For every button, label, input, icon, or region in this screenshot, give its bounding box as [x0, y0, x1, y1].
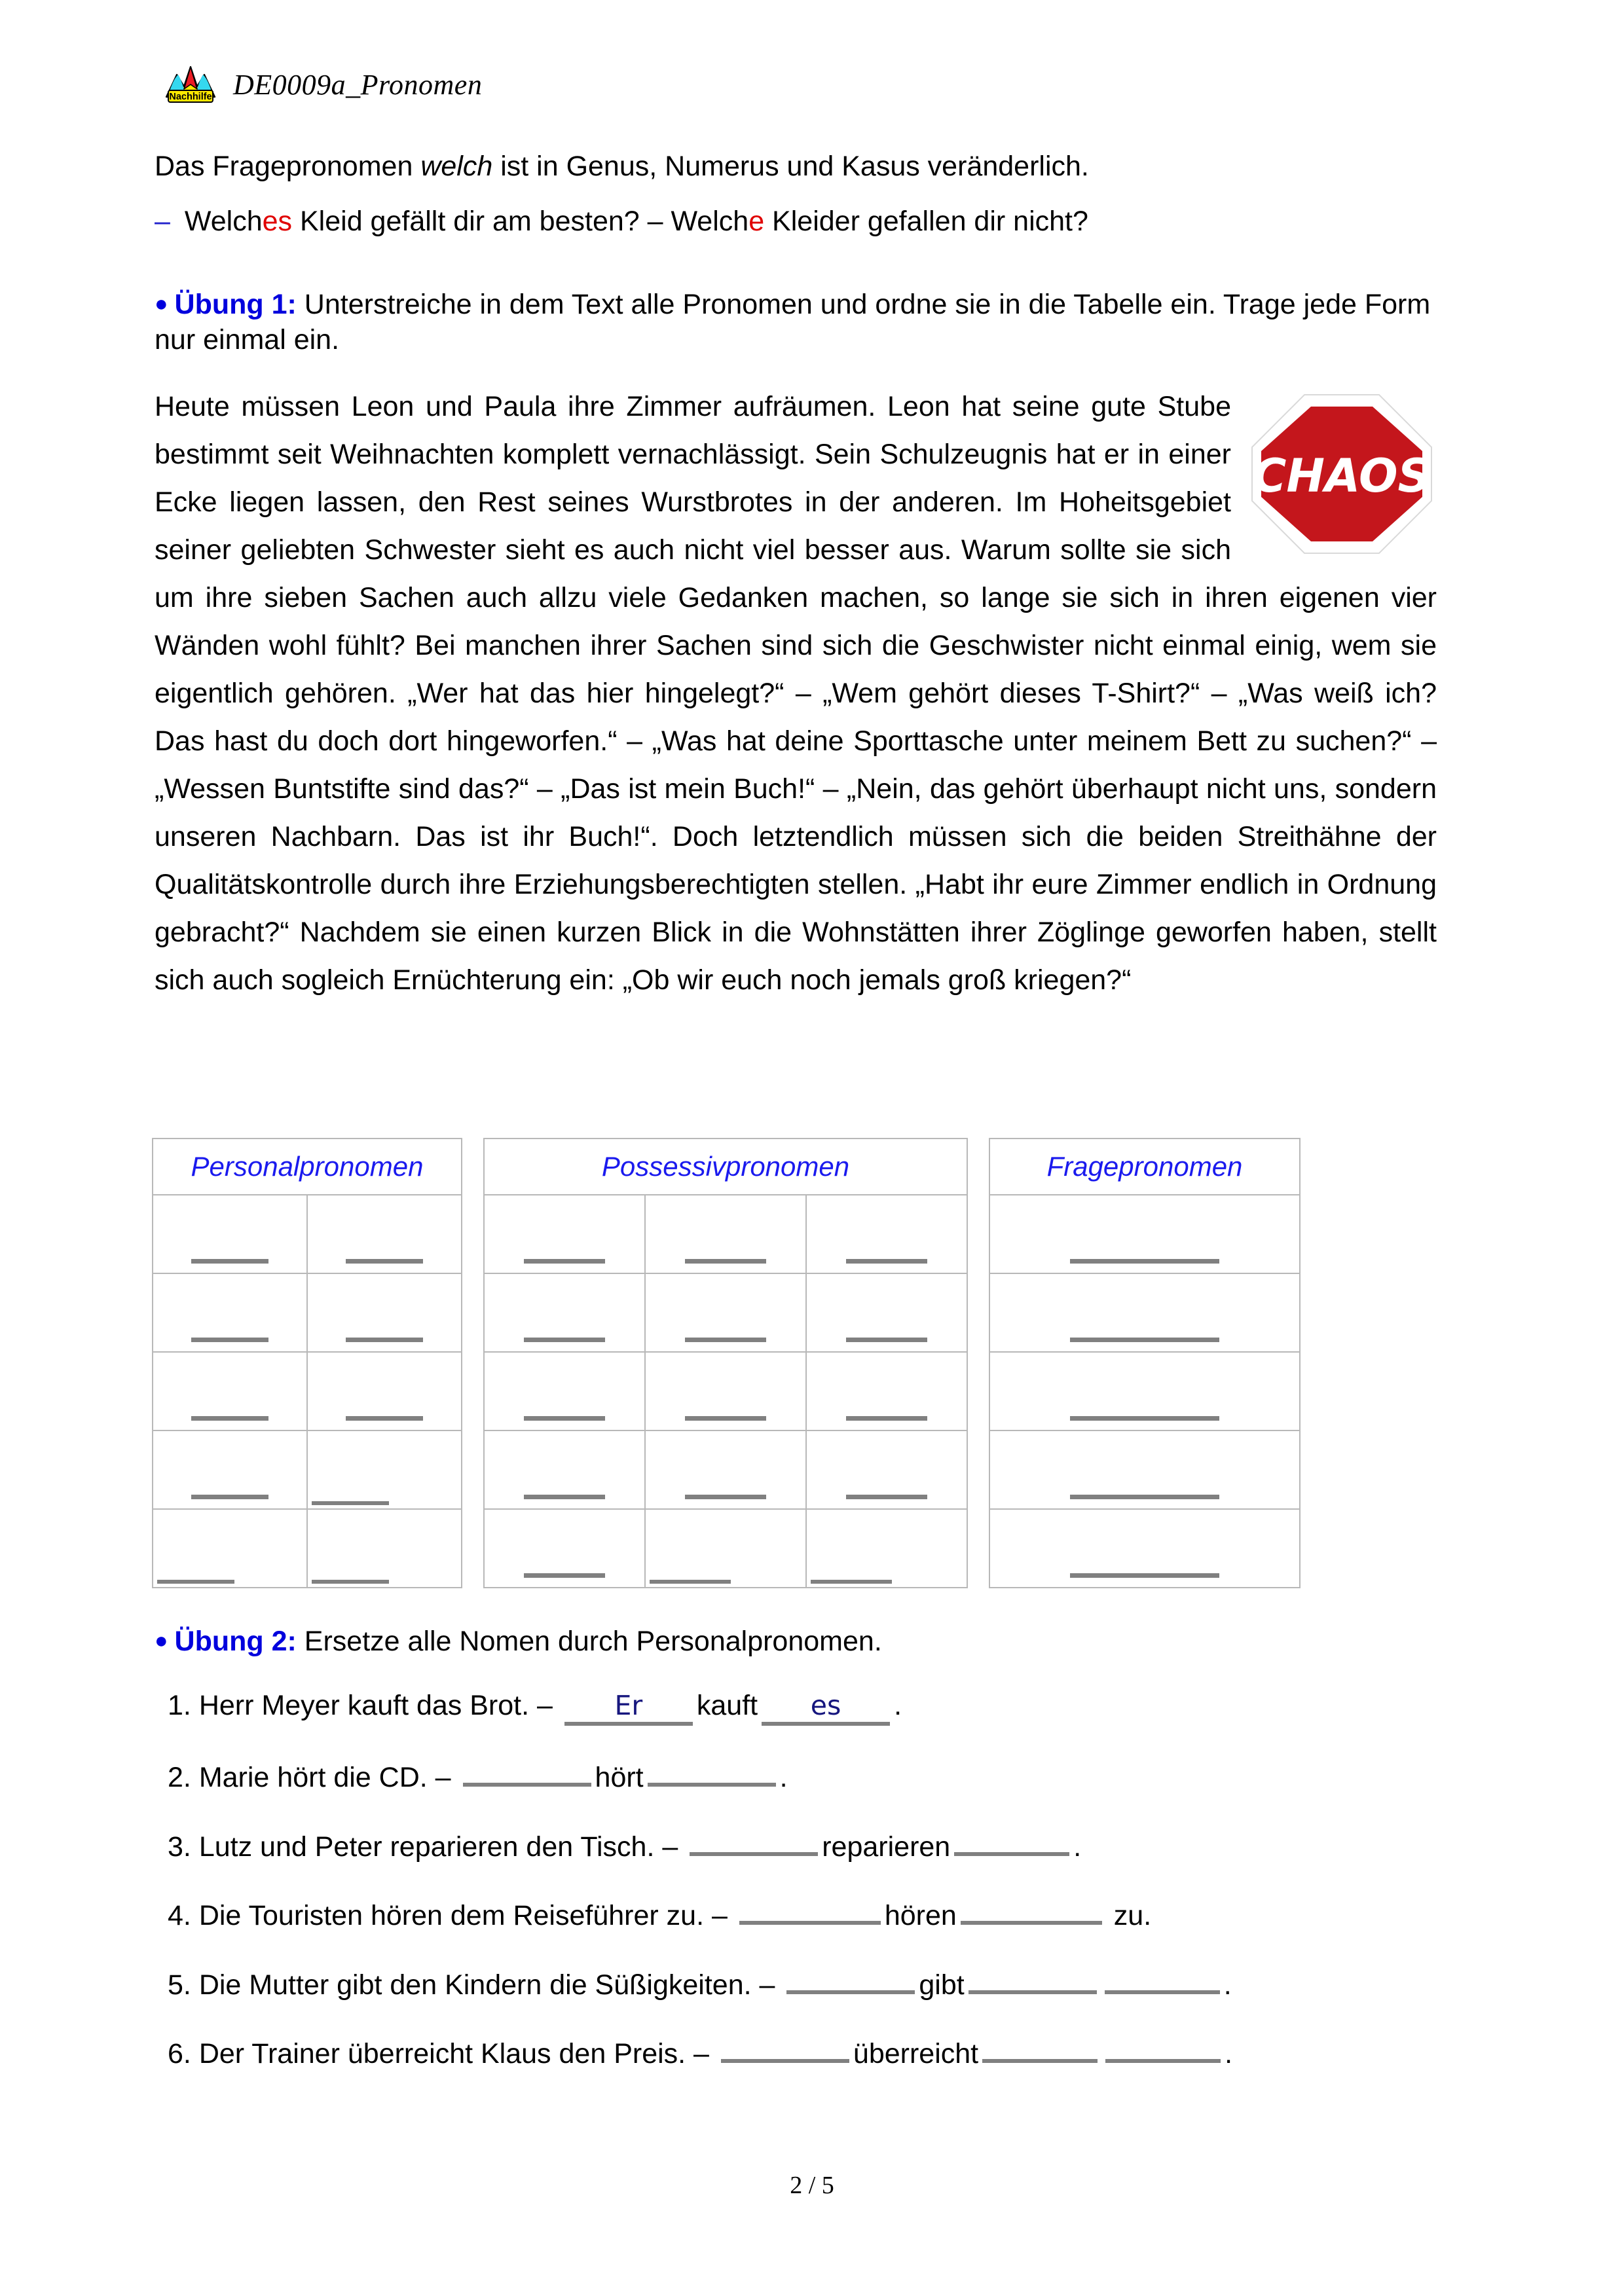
- fill-cell[interactable]: [645, 1273, 806, 1352]
- list-item: [168, 1761, 1451, 1795]
- item-end: .: [1225, 2038, 1233, 2070]
- item-number: 6.: [168, 2038, 191, 2070]
- item-number: 2.: [168, 1762, 191, 1793]
- dot-bullet-icon: ●: [155, 1628, 168, 1653]
- fill-line: [191, 1495, 268, 1499]
- item-sentence: Die Touristen hören dem Reiseführer zu. –: [198, 1900, 735, 1932]
- intro-before: Das Fragepronomen: [155, 151, 421, 182]
- item-end: zu.: [1105, 1900, 1152, 1932]
- exercise-2-label: Übung 2:: [174, 1626, 297, 1657]
- fill-cell[interactable]: [484, 1509, 645, 1588]
- item-number: 5.: [168, 1969, 191, 2001]
- item-end: .: [1073, 1831, 1082, 1863]
- logo-label: Nachhilfe: [169, 92, 212, 102]
- fill-line: [191, 1416, 268, 1421]
- fill-line: [346, 1416, 423, 1421]
- exercise-1-label: Übung 1:: [174, 289, 297, 320]
- table-row: [153, 1195, 462, 1273]
- dot-bullet-icon: ●: [155, 291, 168, 316]
- example-part2b: Kleider gefallen dir nicht?: [764, 206, 1088, 237]
- personalpronomen-body: [153, 1195, 462, 1588]
- fill-line: [685, 1338, 766, 1342]
- example-line: [155, 204, 1438, 240]
- intro-italic-word: welch: [420, 151, 493, 182]
- fragepronomen-table: [989, 1138, 1301, 1588]
- fill-cell[interactable]: [307, 1430, 462, 1509]
- fill-line: [524, 1259, 605, 1264]
- possessivpronomen-table: [483, 1138, 968, 1588]
- table-row: [484, 1273, 967, 1352]
- table-row: [153, 1352, 462, 1430]
- fill-cell[interactable]: [153, 1509, 307, 1588]
- table-row: [484, 1195, 967, 1273]
- personalpronomen-header: Personalpronomen: [153, 1139, 462, 1195]
- table-row: [989, 1352, 1300, 1430]
- fill-cell[interactable]: [307, 1352, 462, 1430]
- answer-blank[interactable]: [954, 1850, 1069, 1856]
- exercise-2-instruction: Ersetze alle Nomen durch Personalpronomen.: [296, 1626, 882, 1657]
- item-verb: hören: [884, 1900, 957, 1932]
- exercise-2-items: [168, 1689, 1451, 2107]
- fill-line: [1070, 1338, 1219, 1342]
- table-row: [484, 1509, 967, 1588]
- table-row: [989, 1195, 1300, 1273]
- fill-line: [685, 1416, 766, 1421]
- fill-cell[interactable]: [806, 1195, 967, 1273]
- fill-cell[interactable]: [153, 1430, 307, 1509]
- pronoun-tables: [152, 1138, 1439, 1588]
- exercise-1-heading: [155, 287, 1458, 357]
- fill-cell[interactable]: [806, 1509, 967, 1588]
- fill-cell[interactable]: [806, 1352, 967, 1430]
- answer-blank[interactable]: [786, 1988, 915, 1994]
- item-sentence: Die Mutter gibt den Kindern die Süßigkeiten. –: [198, 1969, 783, 2001]
- dash-bullet-icon: –: [155, 206, 170, 237]
- answer-blank[interactable]: [1105, 1988, 1220, 1994]
- list-item: [168, 1969, 1451, 2003]
- fill-line: [685, 1495, 766, 1499]
- fill-cell[interactable]: [153, 1352, 307, 1430]
- fill-line: [846, 1416, 927, 1421]
- fill-line: [1070, 1259, 1219, 1264]
- fill-line: [191, 1338, 268, 1342]
- fill-cell[interactable]: [307, 1509, 462, 1588]
- item-verb: reparieren: [822, 1831, 951, 1863]
- fill-cell[interactable]: [645, 1509, 806, 1588]
- fragepronomen-header: Fragepronomen: [989, 1139, 1300, 1195]
- intro-after: ist in Genus, Numerus und Kasus veränderlich.: [492, 151, 1089, 182]
- fill-cell[interactable]: [307, 1195, 462, 1273]
- fill-cell[interactable]: [484, 1352, 645, 1430]
- fill-line: [685, 1259, 766, 1264]
- fill-cell[interactable]: [989, 1430, 1300, 1509]
- fill-cell[interactable]: [806, 1273, 967, 1352]
- fill-cell[interactable]: [645, 1430, 806, 1509]
- fill-cell[interactable]: [153, 1195, 307, 1273]
- fill-cell[interactable]: [153, 1273, 307, 1352]
- fill-line-empty: [811, 1573, 892, 1584]
- table-row: [484, 1430, 967, 1509]
- item-verb: überreicht: [853, 2038, 979, 2070]
- item-sentence: Marie hört die CD. –: [198, 1762, 459, 1793]
- fill-cell[interactable]: [645, 1352, 806, 1430]
- fill-line: [846, 1495, 927, 1499]
- answer-blank[interactable]: [969, 1988, 1097, 1994]
- fragepronomen-body: [989, 1195, 1300, 1588]
- fill-line-empty: [650, 1573, 731, 1584]
- list-item: [168, 1831, 1451, 1865]
- fill-cell[interactable]: [989, 1273, 1300, 1352]
- fill-line: [846, 1338, 927, 1342]
- intro-sentence: [155, 149, 1438, 185]
- fill-cell[interactable]: [989, 1195, 1300, 1273]
- answer-blank[interactable]: [648, 1780, 776, 1787]
- fill-line: [524, 1416, 605, 1421]
- example-text: [185, 204, 1088, 240]
- table-row: [153, 1273, 462, 1352]
- table-row: [153, 1509, 462, 1588]
- answer-blank[interactable]: Er: [564, 1692, 693, 1726]
- item-end: .: [779, 1762, 788, 1793]
- answer-blank[interactable]: es: [762, 1692, 890, 1726]
- fill-line: [1070, 1573, 1219, 1578]
- answer-blank[interactable]: [721, 2056, 849, 2063]
- answer-blank[interactable]: [961, 1918, 1102, 1925]
- item-number: 1.: [168, 1690, 191, 1721]
- example-part1b: Kleid gefällt dir am besten? – Welch: [292, 206, 749, 237]
- fill-line: [524, 1495, 605, 1499]
- answer-blank[interactable]: [739, 1918, 881, 1925]
- table-row: [989, 1273, 1300, 1352]
- item-verb: gibt: [919, 1969, 965, 2001]
- table-row: [989, 1430, 1300, 1509]
- list-item: [168, 1899, 1451, 1933]
- example-ending-es: es: [262, 206, 293, 237]
- fill-cell[interactable]: [806, 1430, 967, 1509]
- example-part1a: Welch: [184, 206, 263, 237]
- fill-line: [191, 1259, 268, 1264]
- fill-cell[interactable]: [645, 1195, 806, 1273]
- fill-line-empty: [312, 1494, 389, 1505]
- fill-cell[interactable]: [484, 1195, 645, 1273]
- possessivpronomen-header: Possessivpronomen: [484, 1139, 967, 1195]
- page-number: 2 / 5: [790, 2172, 834, 2199]
- item-verb: kauft: [696, 1690, 758, 1721]
- exercise-1-instruction: Unterstreiche in dem Text alle Pronomen und ordne sie in die Tabelle ein. Trage jede Form nur einmal ein.: [155, 289, 1431, 356]
- fill-line: [846, 1259, 927, 1264]
- possessivpronomen-body: [484, 1195, 967, 1588]
- fill-cell[interactable]: [484, 1273, 645, 1352]
- chaos-sign-label: CHAOS: [1253, 449, 1431, 503]
- item-sentence: Der Trainer überreicht Klaus den Preis. –: [198, 2038, 717, 2070]
- answer-blank[interactable]: [982, 2056, 1098, 2063]
- fill-line-empty: [312, 1573, 389, 1584]
- fill-line: [346, 1259, 423, 1264]
- example-ending-e: e: [748, 206, 765, 237]
- answer-blank[interactable]: [1105, 2056, 1221, 2063]
- answer-blank[interactable]: [690, 1850, 818, 1856]
- document-header: [162, 63, 482, 106]
- item-number: 3.: [168, 1831, 191, 1863]
- fill-line: [346, 1338, 423, 1342]
- nachhilfe-logo-icon: [162, 63, 219, 106]
- item-verb: hört: [595, 1762, 644, 1793]
- fill-cell[interactable]: [307, 1273, 462, 1352]
- fill-cell[interactable]: [989, 1352, 1300, 1430]
- table-row: [989, 1509, 1300, 1588]
- chaos-stop-sign-icon: [1247, 388, 1437, 558]
- reading-passage: [155, 383, 1437, 1004]
- item-end: .: [1223, 1969, 1232, 2001]
- item-number: 4.: [168, 1900, 191, 1932]
- answer-blank[interactable]: [463, 1780, 591, 1787]
- table-row: [153, 1430, 462, 1509]
- item-sentence: Lutz und Peter reparieren den Tisch. –: [198, 1831, 686, 1863]
- document-code: DE0009a_Pronomen: [233, 68, 483, 101]
- fill-line: [524, 1573, 605, 1578]
- list-item: [168, 2037, 1451, 2071]
- exercise-2-heading: [155, 1624, 1458, 1659]
- fill-line: [1070, 1495, 1219, 1499]
- personalpronomen-table: [152, 1138, 462, 1588]
- passage-text: Heute müssen Leon und Paula ihre Zimmer aufräumen. Leon hat seine gute Stube bestimmt seit Weihnachten komplett vernachlässigt. Sein Schulzeugnis hat er in einer Ecke liegen lassen, den Rest seines Wurstbrotes in der anderen. Im Hoheitsgebiet seiner geliebten Schwester sieht es auch nicht viel besser aus. Warum sollte sie sich um ihre sieben Sachen auch allzu viele Gedanken machen, so lange sie sich in ihren eigenen vier Wänden wohl fühlt? Bei manchen ihrer Sachen sind sich die Geschwister nicht einmal einig, wem sie eigentlich gehören. „Wer hat das hier hingelegt?“ – „Wem gehört dieses T-Shirt?“ – „Was weiß ich? Das hast du doch dort hingeworfen.“ – „Was hat deine Sporttasche unter meinem Bett zu suchen?“ – „Wessen Buntstifte sind das?“ – „Das ist mein Buch!“ – „Nein, das gehört überhaupt nicht uns, sondern unseren Nachbarn. Das ist ihr Buch!“. Doch letztendlich müssen sich die beiden Streithähne der Qualitätskontrolle durch ihre Erziehungsberechtigten stellen. „Habt ihr eure Zimmer endlich in Ordnung gebracht?“ Nachdem sie einen kurzen Blick in die Wohnstätten ihrer Zöglinge geworfen haben, stellt sich auch sogleich Ernüchterung ein: „Ob wir euch noch jemals groß kriegen?“: [155, 391, 1437, 996]
- item-sentence: Herr Meyer kauft das Brot. –: [198, 1690, 561, 1721]
- page-footer: [0, 2171, 1624, 2200]
- fill-cell[interactable]: [989, 1509, 1300, 1588]
- fill-cell[interactable]: [484, 1430, 645, 1509]
- fill-line: [524, 1338, 605, 1342]
- item-end: .: [894, 1690, 902, 1721]
- fill-line: [1070, 1416, 1219, 1421]
- fill-line-empty: [157, 1573, 234, 1584]
- table-row: [484, 1352, 967, 1430]
- list-item: [168, 1689, 1451, 1726]
